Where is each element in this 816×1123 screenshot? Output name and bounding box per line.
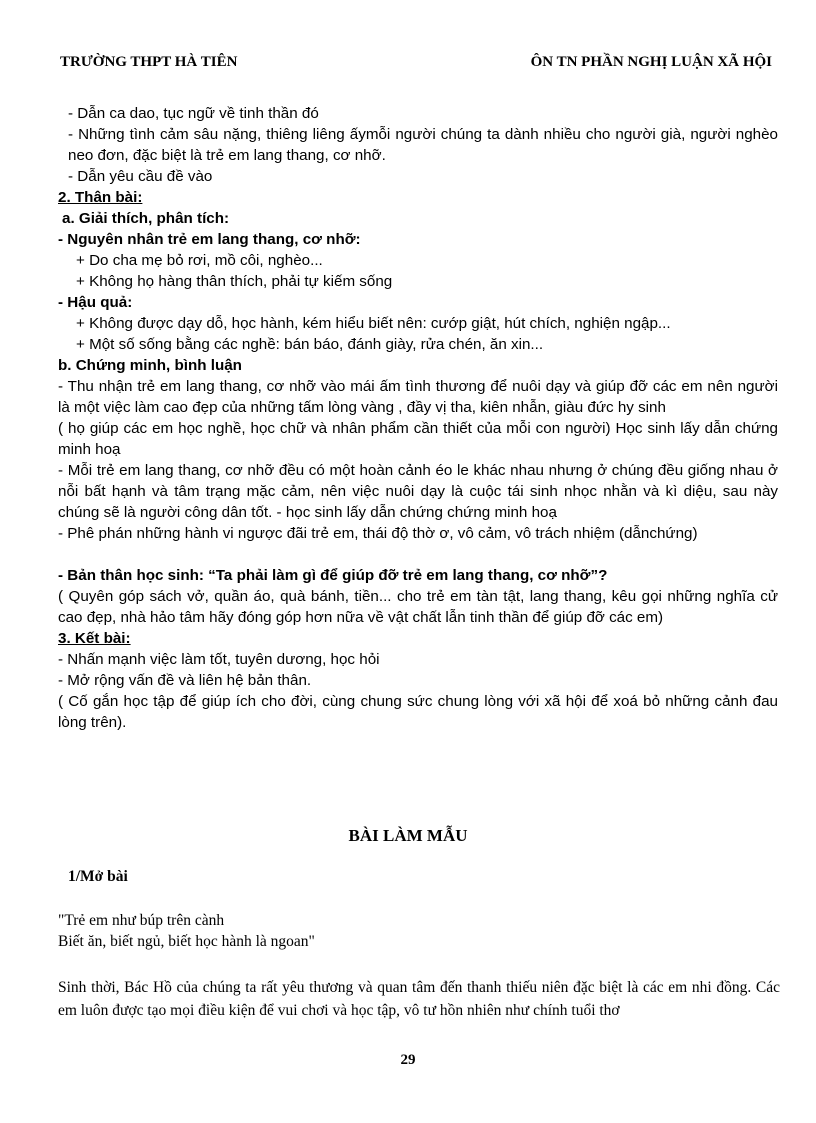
argument-paragraph: - Phê phán những hành vi ngược đãi trẻ em, thái độ thờ ơ, vô cảm, vô trách nhiệm (dẫnchứng) (58, 525, 698, 542)
section-2-title: 2. Thân bài: (58, 189, 143, 206)
opening-label (58, 866, 780, 887)
subsection-a-title: a. Giải thích, phân tích: (62, 210, 230, 227)
intro-line: - Dẫn yêu cầu đề vào (68, 168, 213, 185)
sample-essay-title: BÀI LÀM MẪU (348, 826, 468, 845)
effect-item: + Không được dạy dỗ, học hành, kém hiểu biết nên: cướp giật, hút chích, nghiện ngập... (76, 315, 671, 332)
student-answer: ( Quyên góp sách vở, quần áo, quà bánh, tiền... cho trẻ em tàn tật, lang thang, kêu gọi những nghĩa cử cao đẹp, nhà hảo tâm hãy đóng góp hơn nữa về vật chất lẫn tinh thần để giúp đỡ các em) (58, 588, 778, 626)
conclusion-line: - Mở rộng vấn đề và liên hệ bản thân. (58, 672, 312, 689)
conclusion-line: - Nhấn mạnh việc làm tốt, tuyên dương, học hỏi (58, 651, 380, 668)
cause-item: + Do cha mẹ bỏ rơi, mồ côi, nghèo... (76, 252, 323, 269)
argument-paragraph: - Mỗi trẻ em lang thang, cơ nhỡ đều có một hoàn cảnh éo le khác nhau nhưng ở chúng đều giống nhau ở nỗi bất hạnh và tâm trạng mặc cảm, nên việc nuôi dạy là cuộc tái sinh nhọc nhằn và kì diệu, sau này chúng sẽ là người công dân tốt. - học sinh lấy dẫn chứng chứng minh hoạ (58, 462, 778, 521)
argument-paragraph: ( họ giúp các em học nghề, học chữ và nhân phẩm cần thiết của mỗi con người) Học sinh lấy dẫn chứng minh hoạ (58, 420, 778, 458)
intro-line: - Dẫn ca dao, tục ngữ về tinh thần đó (68, 105, 319, 122)
header-subject-title: ÔN TN PHẦN NGHỊ LUẬN XÃ HỘI (530, 54, 772, 70)
spacer (58, 544, 778, 565)
poem-line: "Trẻ em như búp trên cành (58, 912, 225, 929)
opening-label-text: 1/Mở bài (68, 868, 128, 885)
cause-title: - Nguyên nhân trẻ em lang thang, cơ nhỡ: (58, 231, 361, 248)
page-number: 29 (400, 1052, 416, 1068)
header-school-name: TRƯỜNG THPT HÀ TIÊN (60, 54, 238, 70)
argument-paragraph: - Thu nhận trẻ em lang thang, cơ nhỡ vào mái ấm tình thương để nuôi dạy và giúp đỡ các em nên người là một việc làm cao đẹp của những tấm lòng vàng , đầy vị tha, kiên nhẫn, giàu đức hy sinh (58, 378, 778, 416)
poem (58, 910, 780, 952)
conclusion-line: ( Cố gắn học tập để giúp ích cho đời, cùng chung sức chung lòng với xã hội để xoá bỏ những cảnh đau lòng trên). (58, 693, 778, 731)
section-3-title: 3. Kết bài: (58, 630, 131, 647)
effect-title: - Hậu quả: (58, 294, 133, 311)
subsection-b-title: b. Chứng minh, bình luận (58, 357, 242, 374)
poem-line: Biết ăn, biết ngủ, biết học hành là ngoan" (58, 933, 315, 950)
effect-item: + Một số sống bằng các nghề: bán báo, đánh giày, rửa chén, ăn xin... (76, 336, 544, 353)
outline-body (58, 103, 778, 733)
cause-item: + Không họ hàng thân thích, phải tự kiếm sống (76, 273, 393, 290)
intro-line: - Những tình cảm sâu nặng, thiêng liêng ấymỗi người chúng ta dành nhiều cho người già, người nghèo neo đơn, đặc biệt là trẻ em lang thang, cơ nhỡ. (68, 126, 778, 164)
student-question-title: - Bản thân học sinh: “Ta phải làm gì để giúp đỡ trẻ em lang thang, cơ nhỡ”? (58, 567, 608, 584)
sample-paragraph: Sinh thời, Bác Hồ của chúng ta rất yêu thương và quan tâm đến thanh thiếu niên đặc biệt là các em nhi đồng. Các em luôn được tạo mọi điều kiện để vui chơi và học tập, vô tư hồn nhiên như chính tuổi thơ (58, 979, 780, 1019)
